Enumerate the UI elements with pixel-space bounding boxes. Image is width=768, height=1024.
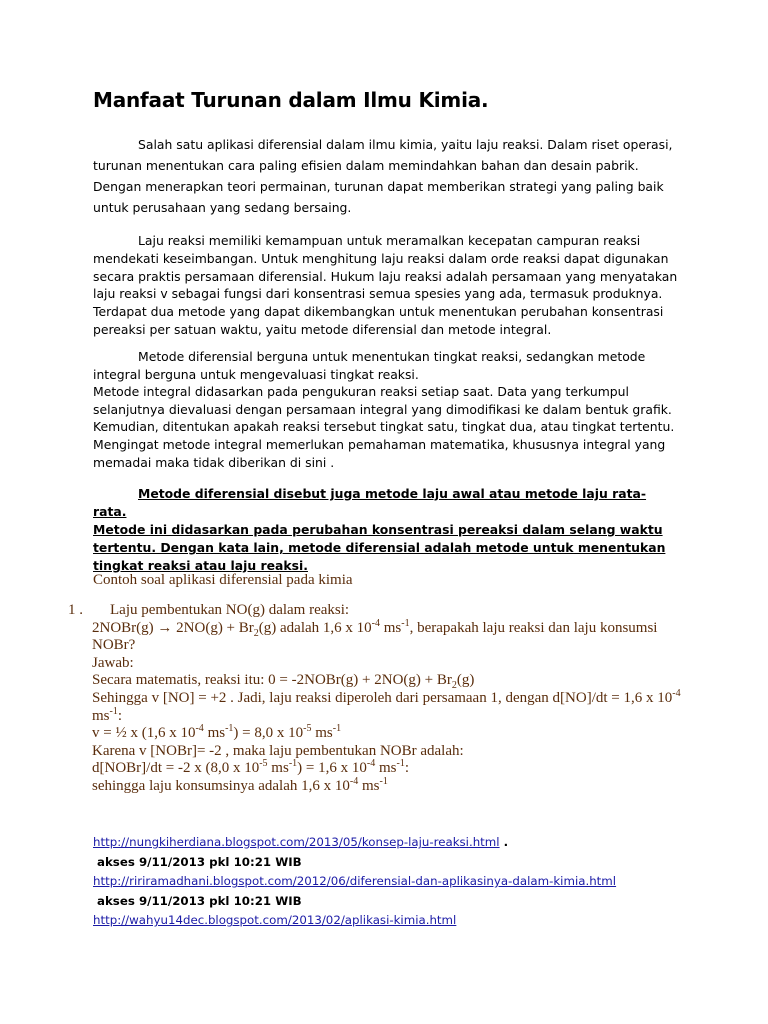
reference-accessed: akses 9/11/2013 pkl 10:21 WIB [97, 854, 302, 869]
example-number: 1 . [68, 602, 83, 618]
paragraph-methods [93, 348, 678, 471]
reference-1: http://nungkiherdiana.blogspot.com/2013/05/konsep-laju-reaksi.html . [93, 835, 509, 849]
paragraph-differential-text-a: Metode diferensial disebut juga metode laju awal atau metode laju rata-rata. [93, 486, 647, 519]
page-title: Manfaat Turunan dalam Ilmu Kimia. [93, 88, 489, 112]
paragraph-differential-text-b: Metode ini didasarkan pada perubahan konsentrasi pereaksi dalam selang waktu tertentu. Dengan kata lain, metode diferensial adalah metode untuk menentukan tingkat reaksi atau laju reaksi. [93, 522, 666, 573]
question-line-1: Laju pembentukan NO(g) dalam reaksi: [110, 602, 350, 618]
reference-link[interactable]: http://nungkiherdiana.blogspot.com/2013/05/konsep-laju-reaksi.html [93, 835, 500, 849]
solution-line-1: Secara matematis, reaksi itu: 0 = -2NOBr(g) + $2NO(g) + Br_2(g)$ [92, 672, 475, 692]
paragraph-intro-text: Salah satu aplikasi diferensial dalam ilmu kimia, yaitu laju reaksi. Dalam riset operasi, turunan menentukan cara paling efisien dalam memindahkan bahan dan desain pabrik. Dengan menerapkan teori permainan, turunan dapat memberikan strategi yang paling baik untuk perusahaan yang sedang bersaing. [93, 137, 673, 215]
reference-link[interactable]: http://wahyu14dec.blogspot.com/2013/02/aplikasi-kimia.html [93, 913, 457, 928]
solution-line-6: sehingga laju konsumsinya adalah 1,6 x $10^{-4}$ $ms^{-1}$ [92, 775, 388, 794]
paragraph-intro [93, 134, 678, 218]
paragraph-reaction-rate-text: Laju reaksi memiliki kemampuan untuk meramalkan kecepatan campuran reaksi mendekati keseimbangan. Untuk menghitung laju reaksi dalam orde reaksi dapat digunakan secara praktis persamaan diferensial. Hukum laju reaksi adalah persamaan yang menyatakan laju reaksi v sebagai fungsi dari konsentrasi semua spesies yang ada, termasuk produknya. Terdapat dua metode yang dapat dikembangkan untuk menentukan perubahan konsentrasi pereaksi per satuan waktu, yaitu metode diferensial dan metode integral. [93, 233, 678, 337]
paragraph-methods-text-b: Metode integral didasarkan pada pengukuran reaksi setiap saat. Data yang terkumpul selanjutnya dievaluasi dengan persamaan integral yang dimodifikasi ke dalam bentuk grafik. Kemudian, ditentukan apakah reaksi tersebut tingkat satu, tingkat dua, atau tingkat tertentu. Mengingat metode integral memerlukan pemahaman matematika, khususnya integral yang memadai maka tidak diberikan di sini . [93, 384, 675, 470]
example-heading: Contoh soal aplikasi diferensial pada kimia [93, 572, 353, 588]
reference-link[interactable]: http://ririramadhani.blogspot.com/2012/06/diferensial-dan-aplikasinya-dalam-kimia.html [93, 874, 617, 889]
paragraph-reaction-rate [93, 232, 678, 339]
solution-line-5: d[NOBr]/dt = -2 x (8,0 x $10^{-5}$ $ms^{-1}) = 1,6$ x $10^{-4}$ $ms^{-1}$: [92, 758, 409, 777]
reference-accessed: akses 9/11/2013 pkl 10:21 WIB [97, 893, 302, 908]
answer-label: Jawab: [92, 654, 134, 671]
reference-3 [93, 911, 733, 931]
solution-line-3: v = ½ x (1,6 x $10^{-4}$ $ms^{-1}) = 8,0$ x $10^{-5}$ $ms^{-1}$ [92, 723, 342, 742]
references [93, 833, 733, 931]
reference-2 [93, 872, 733, 892]
paragraph-methods-text-a: Metode diferensial berguna untuk menentukan tingkat reaksi, sedangkan metode integral berguna untuk mengevaluasi tingkat reaksi. [93, 349, 646, 382]
question-line-2: 2NOBr(g) → $2NO(g) + Br_2(g)$ adalah 1,6 x $10^{-4}$ $ms^{-1}$, berapakah laju reaksi dan laju konsumsi NOBr? [92, 617, 658, 654]
example-question [92, 602, 692, 796]
paragraph-differential-method [93, 485, 678, 575]
solution-line-2: Sehingga v [NO] = +2 . Jadi, laju reaksi diperoleh dari persamaan 1, dengan d[NO]/dt = 1,6 x $10^{-4}$ $ms^{-1}$: [92, 687, 681, 724]
solution-line-4: Karena v [NOBr]= -2 , maka laju pembentukan NOBr adalah: [92, 742, 464, 759]
